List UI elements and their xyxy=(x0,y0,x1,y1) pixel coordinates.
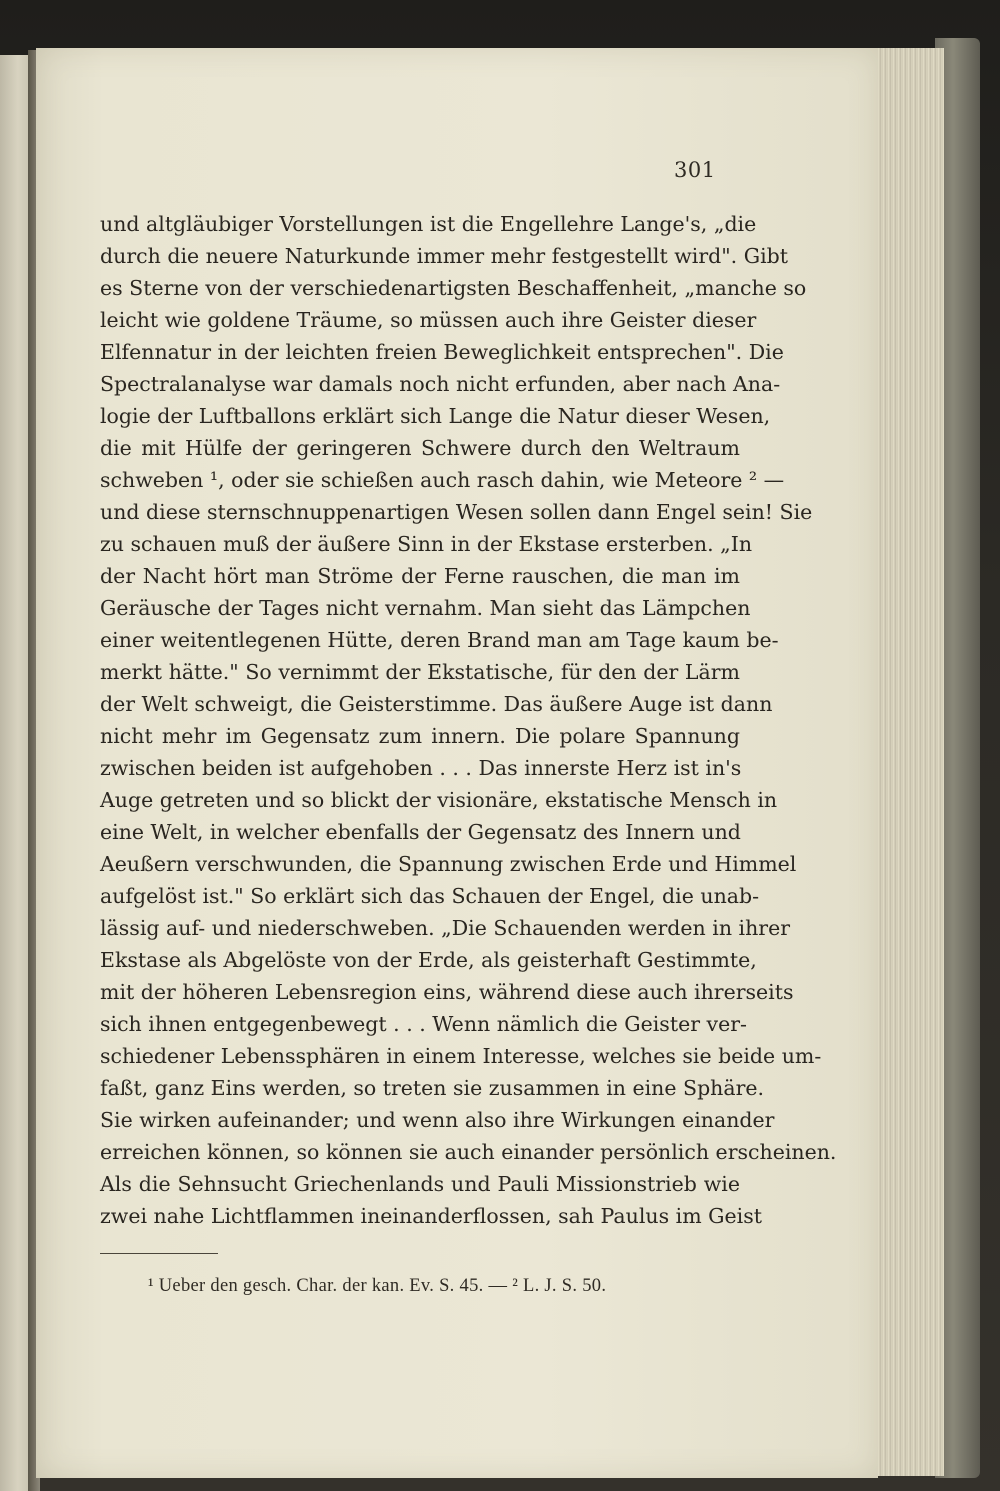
footnote-divider xyxy=(100,1253,218,1254)
text-line: zu schauen muß der äußere Sinn in der Ekstase ersterben. „In xyxy=(100,532,753,556)
text-line: Spectralanalyse war damals noch nicht erfunden, aber nach Ana- xyxy=(100,372,781,396)
text-line: einer weitentlegenen Hütte, deren Brand man am Tage kaum be- xyxy=(100,628,779,652)
text-line: eine Welt, in welcher ebenfalls der Gegensatz des Innern und xyxy=(100,820,741,844)
text-line: der Nacht hört man Ströme der Ferne rauschen, die man im xyxy=(100,564,740,588)
text-line: nicht mehr im Gegensatz zum innern. Die polare Spannung xyxy=(100,724,740,748)
book-page xyxy=(36,48,878,1478)
text-line: faßt, ganz Eins werden, so treten sie zusammen in eine Sphäre. xyxy=(100,1076,765,1100)
page-number: 301 xyxy=(674,158,716,182)
text-line: Auge getreten und so blickt der visionäre, ekstatische Mensch in xyxy=(100,788,778,812)
text-line: Elfennatur in der leichten freien Beweglichkeit entsprechen". Die xyxy=(100,340,784,364)
text-line: durch die neuere Naturkunde immer mehr festgestellt wird". Gibt xyxy=(100,244,789,268)
text-line: sich ihnen entgegenbewegt . . . Wenn nämlich die Geister ver- xyxy=(100,1012,747,1036)
text-line: merkt hätte." So vernimmt der Ekstatische, für den der Lärm xyxy=(100,660,740,684)
text-line: zwei nahe Lichtflammen ineinanderflossen, sah Paulus im Geist xyxy=(100,1204,762,1228)
text-line: logie der Luftballons erklärt sich Lange die Natur dieser Wesen, xyxy=(100,404,771,428)
text-line: schweben ¹, oder sie schießen auch rasch dahin, wie Meteore ² — xyxy=(100,468,785,492)
text-line: mit der höheren Lebensregion eins, während diese auch ihrerseits xyxy=(100,980,794,1004)
text-line: Als die Sehnsucht Griechenlands und Pauli Missionstrieb wie xyxy=(100,1172,740,1196)
text-line: die mit Hülfe der geringeren Schwere durch den Weltraum xyxy=(100,436,740,460)
page-block-edges xyxy=(872,48,944,1476)
text-line: Geräusche der Tages nicht vernahm. Man sieht das Lämpchen xyxy=(100,596,751,620)
text-line: Ekstase als Abgelöste von der Erde, als geisterhaft Gestimmte, xyxy=(100,948,757,972)
text-line: es Sterne von der verschiedenartigsten Beschaffenheit, „manche so xyxy=(100,276,807,300)
text-line: der Welt schweigt, die Geisterstimme. Das äußere Auge ist dann xyxy=(100,692,773,716)
text-line: erreichen können, so können sie auch einander persönlich erscheinen. xyxy=(100,1140,837,1164)
text-line: zwischen beiden ist aufgehoben . . . Das innerste Herz ist in's xyxy=(100,756,742,780)
text-line: Sie wirken aufeinander; und wenn also ihre Wirkungen einander xyxy=(100,1108,775,1132)
body-text xyxy=(100,208,837,1232)
text-line: lässig auf- und niederschweben. „Die Schauenden werden in ihrer xyxy=(100,916,791,940)
text-line: aufgelöst ist." So erklärt sich das Schauen der Engel, die unab- xyxy=(100,884,760,908)
text-line: Aeußern verschwunden, die Spannung zwischen Erde und Himmel xyxy=(100,852,797,876)
text-line: und altgläubiger Vorstellungen ist die Engellehre Lange's, „die xyxy=(100,212,757,236)
facing-page-edge xyxy=(0,55,30,1491)
text-line: schiedener Lebenssphären in einem Interesse, welches sie beide um- xyxy=(100,1044,822,1068)
text-line: leicht wie goldene Träume, so müssen auch ihre Geister dieser xyxy=(100,308,757,332)
footnote: ¹ Ueber den gesch. Char. der kan. Ev. S. 45. — ² L. J. S. 50. xyxy=(148,1276,607,1296)
text-line: und diese sternschnuppenartigen Wesen sollen dann Engel sein! Sie xyxy=(100,500,813,524)
